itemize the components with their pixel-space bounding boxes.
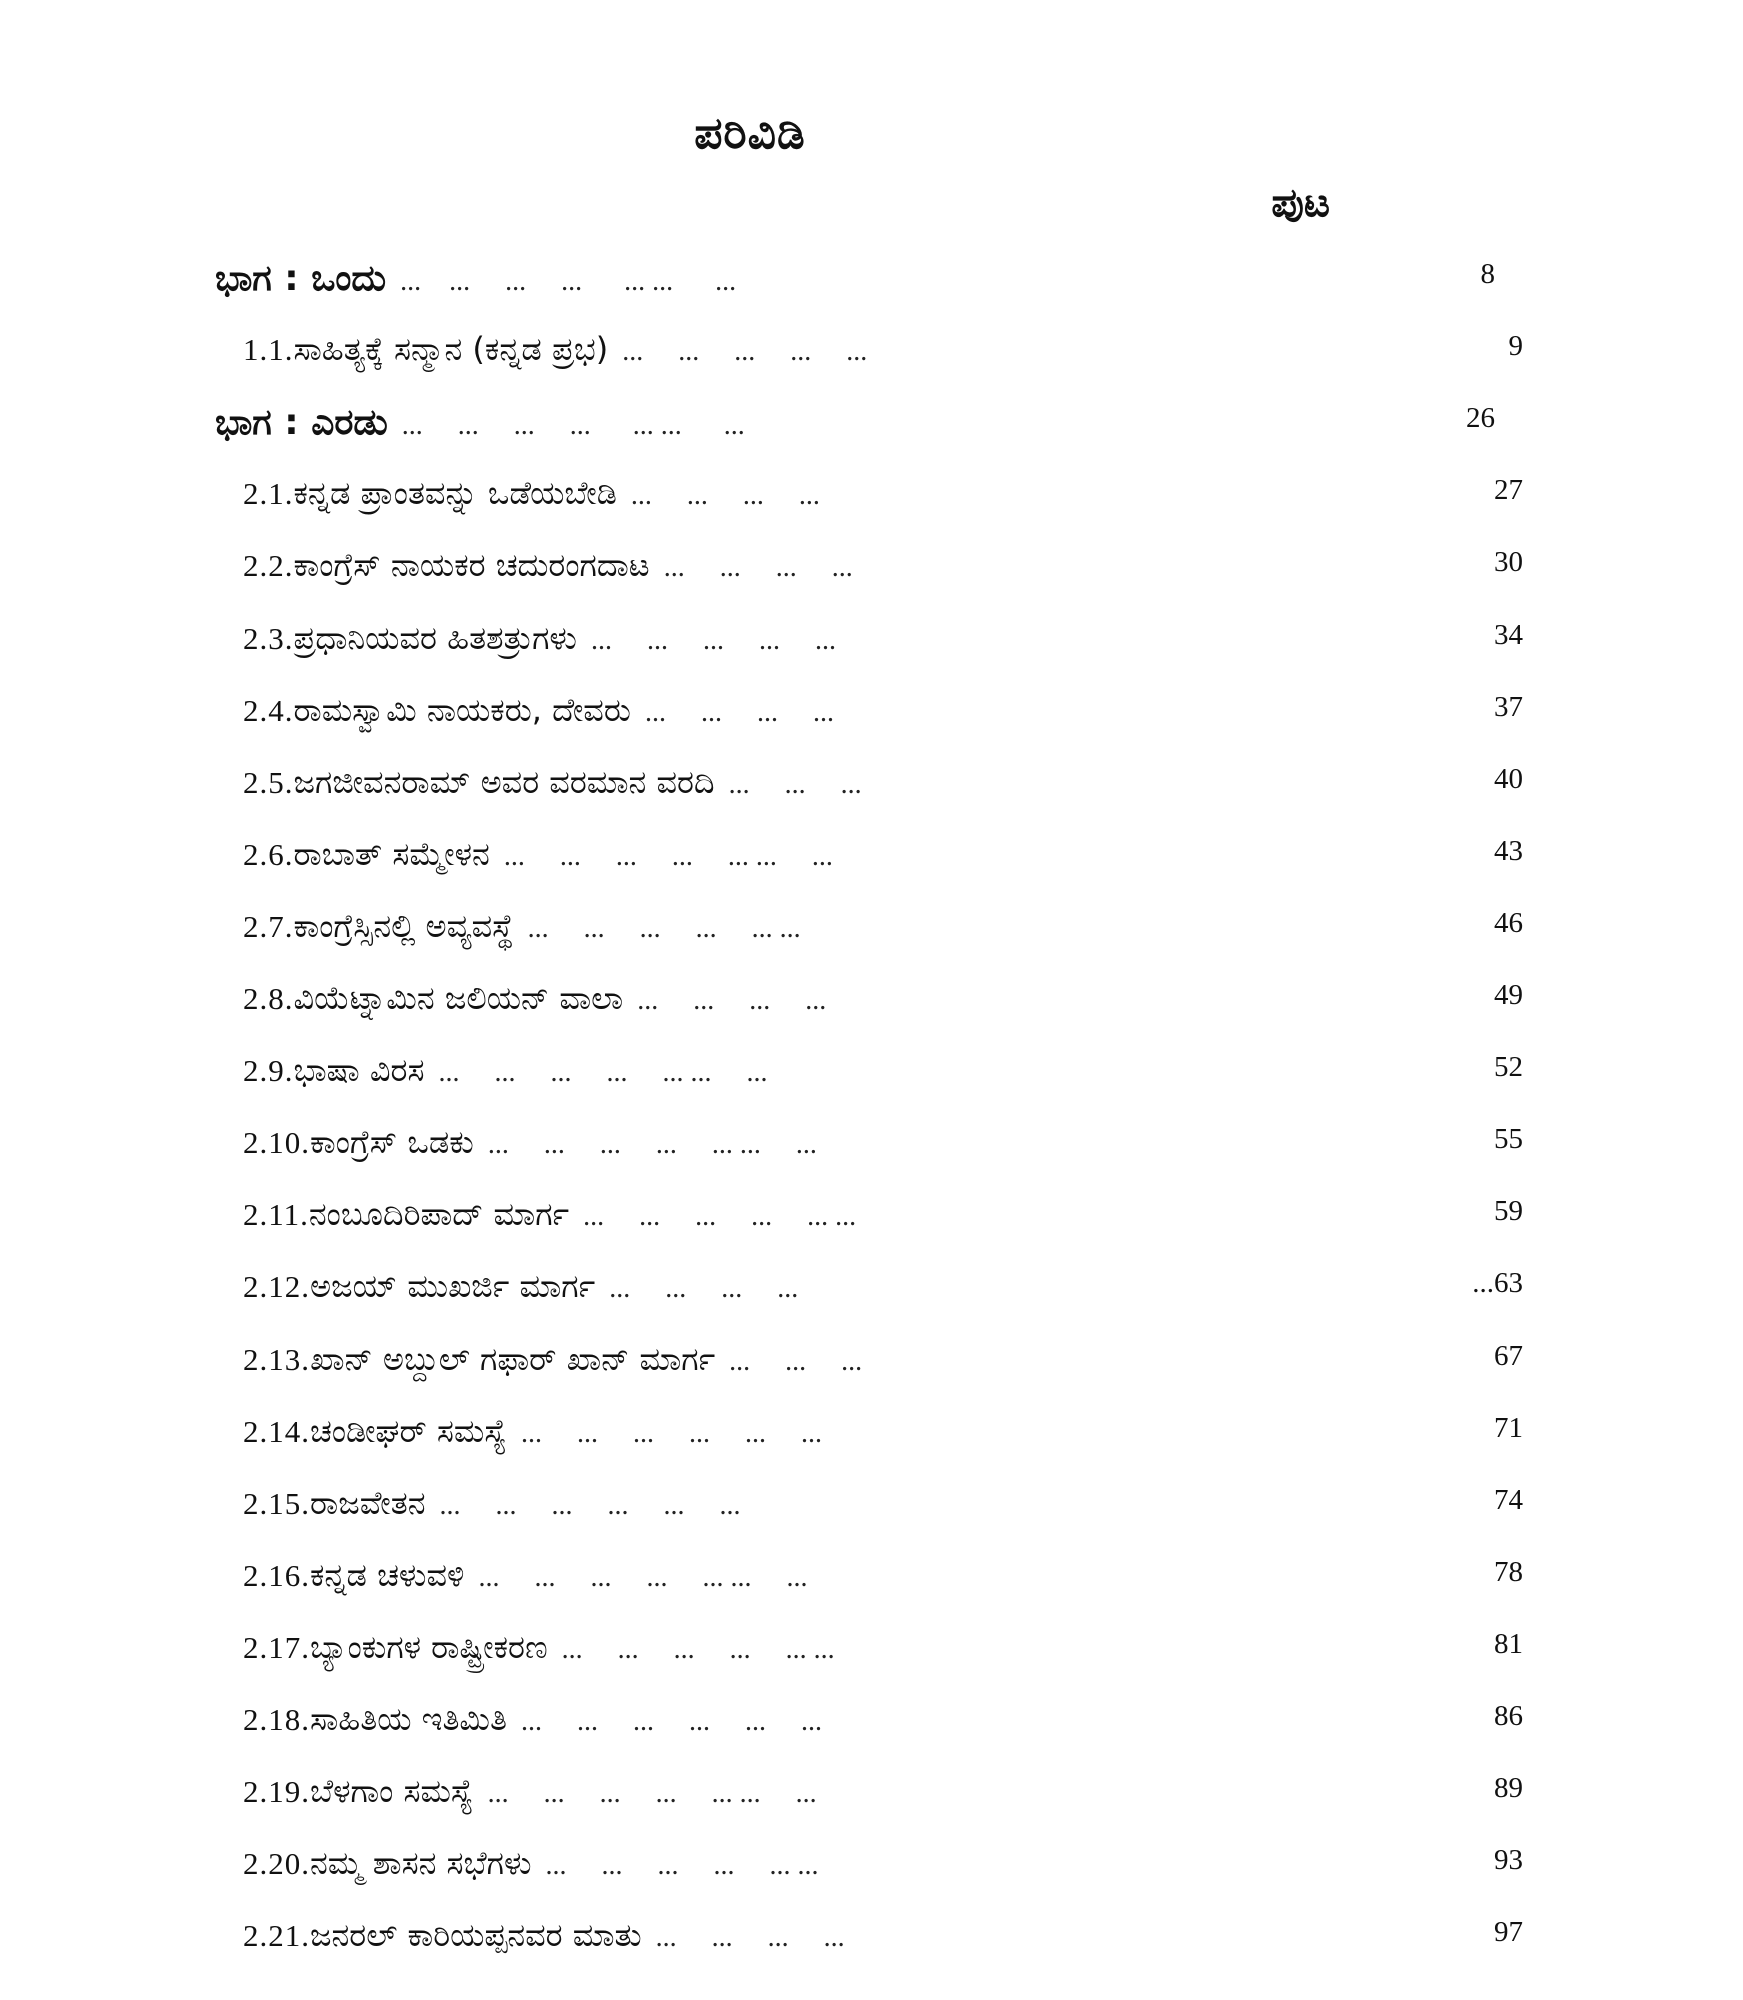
toc-entry: [0, 1844, 1743, 1904]
toc-leader-dots: ... ... ...: [728, 768, 862, 800]
toc-leader-dots: ... ... ... ... ... ...: [439, 1489, 741, 1521]
toc-page-number: 46: [1494, 906, 1523, 939]
toc-entry-title: ವಿಯೆಟ್ನಾಮಿನ ಜಲಿಯನ್ ವಾಲಾ: [293, 979, 624, 1017]
toc-entry-title: ಕನ್ನಡ ಪ್ರಾಂತವನ್ನು ಒಡೆಯಬೇಡಿ: [293, 474, 617, 513]
toc-entry: [0, 691, 1743, 751]
toc-entry-number: 2.18.: [243, 1702, 310, 1737]
toc-entry-number: 2.17.: [243, 1629, 310, 1665]
toc-entry-number: 1.1.: [243, 332, 294, 368]
toc-entry-number: 2.4.: [243, 692, 294, 728]
toc-entry: [0, 979, 1743, 1039]
toc-entry-title: ಸಾಹಿತಿಯ ಇತಿಮಿತಿ: [310, 1700, 507, 1738]
toc-page-number: 74: [1494, 1483, 1523, 1516]
toc-leader-dots: ... ... ... ... ... ... ...: [400, 266, 737, 297]
toc-page-number: 49: [1494, 979, 1523, 1011]
toc-entry: [0, 1340, 1743, 1400]
toc-entry-number: 2.11.: [243, 1197, 309, 1233]
toc-page-number: 30: [1494, 546, 1523, 579]
toc-entry: [0, 1556, 1743, 1616]
page-title: ಪರಿವಿಡಿ: [694, 108, 806, 159]
toc-entry-number: 2.6.: [243, 836, 294, 872]
toc-part-label: ಭಾಗ : ಒಂದು: [215, 258, 387, 299]
toc-entry-title: ಜಗಜೀವನರಾಮ್ ಅವರ ವರಮಾನ ವರದಿ: [293, 762, 715, 801]
toc-page-number: 9: [1508, 330, 1523, 363]
toc-leader-dots: ... ... ... ... ... ...: [521, 1417, 823, 1449]
toc-page-number: 93: [1494, 1844, 1523, 1877]
toc-entry-title: ಭಾಷಾ ವಿರಸ: [293, 1051, 425, 1090]
toc-page-number: 97: [1494, 1916, 1523, 1949]
toc-entry-title: ಕಾಂಗ್ರೆಸ್ ನಾಯಕರ ಚದುರಂಗದಾಟ: [293, 546, 650, 585]
toc-leader-dots: ... ... ... ... ... ...: [527, 912, 801, 944]
toc-entry-number: 2.5.: [243, 764, 294, 800]
toc-entry-title: ಕನ್ನಡ ಚಳುವಳಿ: [310, 1555, 465, 1594]
toc-entry-title: ಜನರಲ್ ಕಾರಿಯಪ್ಪನವರ ಮಾತು: [310, 1916, 642, 1955]
toc-entry-title: ನಮ್ಮ ಶಾಸನ ಸಭೆಗಳು: [310, 1844, 532, 1883]
toc-entry-number: 2.3.: [243, 620, 294, 656]
toc-leader-dots: ... ... ... ... ... ...: [583, 1201, 857, 1233]
toc-part-heading: [0, 402, 1715, 462]
toc-entry-title: ಚಂಡೀಘರ್ ಸಮಸ್ಯೆ: [310, 1411, 508, 1450]
toc-leader-dots: ... ... ... ... ... ...: [561, 1633, 835, 1665]
toc-page-number: 78: [1494, 1555, 1523, 1588]
toc-entry: [0, 1484, 1743, 1544]
toc-entry: [0, 1700, 1743, 1760]
toc-entry-title: ಕಾಂಗ್ರೆಸ್ ಒಡಕು: [310, 1123, 474, 1162]
toc-page-number: 81: [1494, 1627, 1523, 1660]
toc-leader-dots: ... ... ... ... ... ... ...: [401, 410, 745, 442]
toc-leader-dots: ... ... ... ... ...: [622, 336, 868, 368]
toc-page-number: 86: [1494, 1700, 1523, 1732]
toc-entry: [0, 1123, 1743, 1183]
toc-entry-title: ಪ್ರಧಾನಿಯವರ ಹಿತಶತ್ರುಗಳು: [293, 618, 577, 657]
toc-entry: [0, 1195, 1743, 1255]
toc-leader-dots: ... ... ... ...: [637, 985, 827, 1016]
toc-entry: [0, 330, 1743, 390]
toc-entry: [0, 1916, 1743, 1976]
page-column-heading: ಪುಟ: [1271, 180, 1330, 226]
toc-entry-title: ರಾಬಾತ್ ಸಮ್ಮೇಳನ: [293, 834, 490, 873]
toc-entry-number: 2.13.: [243, 1341, 310, 1377]
toc-part-label: ಭಾಗ : ಎರಡು: [215, 402, 388, 444]
toc-page-number: 52: [1494, 1051, 1523, 1084]
toc-entry: [0, 1051, 1743, 1111]
toc-entry: [0, 619, 1743, 679]
toc-entry-title: ಸಾಹಿತ್ಯಕ್ಕೆ ಸನ್ಮಾನ (ಕನ್ನಡ ಪ್ರಭ): [293, 330, 609, 369]
toc-page-number: 55: [1494, 1123, 1523, 1156]
toc-entry: [0, 763, 1743, 823]
toc-entry-title: ನಂಬೂದಿರಿಪಾದ್ ಮಾರ್ಗ: [308, 1195, 570, 1234]
toc-page-number: 26: [1466, 402, 1495, 435]
toc-leader-dots: ... ... ... ...: [663, 552, 853, 584]
toc-leader-dots: ... ... ... ... ... ... ...: [487, 1778, 817, 1810]
toc-page-number: 27: [1494, 474, 1523, 507]
toc-entry: [0, 1628, 1743, 1688]
toc-entry: [0, 835, 1743, 895]
toc-leader-dots: ... ... ... ...: [644, 696, 834, 728]
toc-entry-title: ರಾಮಸ್ವಾಮಿ ನಾಯಕರು, ದೇವರು: [293, 690, 631, 729]
toc-leader-dots: ... ... ... ...: [655, 1922, 845, 1954]
toc-entry-title: ಖಾನ್ ಅಬ್ದುಲ್ ಗಫಾರ್ ಖಾನ್ ಮಾರ್ಗ: [310, 1339, 716, 1378]
toc-leader-dots: ... ... ... ...: [609, 1273, 799, 1305]
toc-page-number: 67: [1494, 1339, 1523, 1372]
toc-entry: [0, 474, 1743, 534]
toc-page-number: 59: [1494, 1195, 1523, 1228]
toc-entry-number: 2.8.: [243, 981, 294, 1016]
toc-entry-title: ಕಾಂಗ್ರೆಸ್ಸಿನಲ್ಲಿ ಅವ್ಯವಸ್ಥೆ: [293, 906, 514, 945]
toc-entry-number: 2.14.: [243, 1413, 310, 1449]
toc-entry-title: ಬ್ಯಾಂಕುಗಳ ರಾಷ್ಟ್ರೀಕರಣ: [310, 1627, 548, 1666]
toc-entry-number: 2.21.: [243, 1918, 310, 1954]
toc-leader-dots: ... ... ... ... ... ...: [545, 1850, 819, 1882]
toc-entry: [0, 1267, 1743, 1327]
toc-entry-number: 2.20.: [243, 1846, 310, 1882]
toc-page-number: 34: [1494, 618, 1523, 651]
toc-page-number: 8: [1480, 258, 1495, 290]
toc-page-number: ...63: [1472, 1267, 1523, 1300]
toc-leader-dots: ... ... ... ... ...: [591, 624, 836, 656]
toc-entry-title: ಬೆಳಗಾಂ ಸಮಸ್ಯೆ: [310, 1772, 474, 1811]
toc-page-number: 71: [1494, 1411, 1523, 1444]
toc-entry: [0, 1772, 1743, 1832]
toc-entry-number: 2.7.: [243, 908, 294, 944]
toc-entry-number: 2.12.: [243, 1269, 310, 1305]
toc-entry-title: ಅಜಯ್ ಮುಖರ್ಜಿ ಮಾರ್ಗ: [310, 1267, 596, 1306]
toc-leader-dots: ... ... ... ... ... ... ...: [487, 1129, 817, 1161]
toc-leader-dots: ... ... ... ... ... ... ...: [503, 840, 833, 872]
toc-page-number: 43: [1494, 834, 1523, 867]
toc-entry-number: 2.10.: [243, 1125, 310, 1161]
toc-entry-number: 2.16.: [243, 1557, 310, 1593]
toc-entry-number: 2.9.: [243, 1053, 294, 1089]
toc-entry: [0, 1412, 1743, 1472]
toc-page-number: 37: [1494, 690, 1523, 723]
toc-entry: [0, 546, 1743, 606]
toc-entry-number: 2.1.: [243, 476, 294, 512]
toc-page-number: 40: [1494, 762, 1523, 795]
toc-leader-dots: ... ... ... ... ... ...: [521, 1706, 822, 1737]
toc-entry-number: 2.19.: [243, 1774, 310, 1810]
toc-entry-title: ರಾಜವೇತನ: [310, 1483, 426, 1522]
toc-leader-dots: ... ... ... ... ... ... ...: [478, 1561, 808, 1593]
toc-part-heading: [0, 258, 1715, 318]
toc-leader-dots: ... ... ... ... ... ... ...: [438, 1057, 768, 1089]
toc-entry-number: 2.15.: [243, 1485, 310, 1521]
toc-page-number: 89: [1494, 1772, 1523, 1805]
toc-leader-dots: ... ... ...: [729, 1345, 863, 1377]
toc-leader-dots: ... ... ... ...: [630, 480, 820, 512]
toc-entry: [0, 907, 1743, 967]
toc-entry-number: 2.2.: [243, 548, 294, 584]
